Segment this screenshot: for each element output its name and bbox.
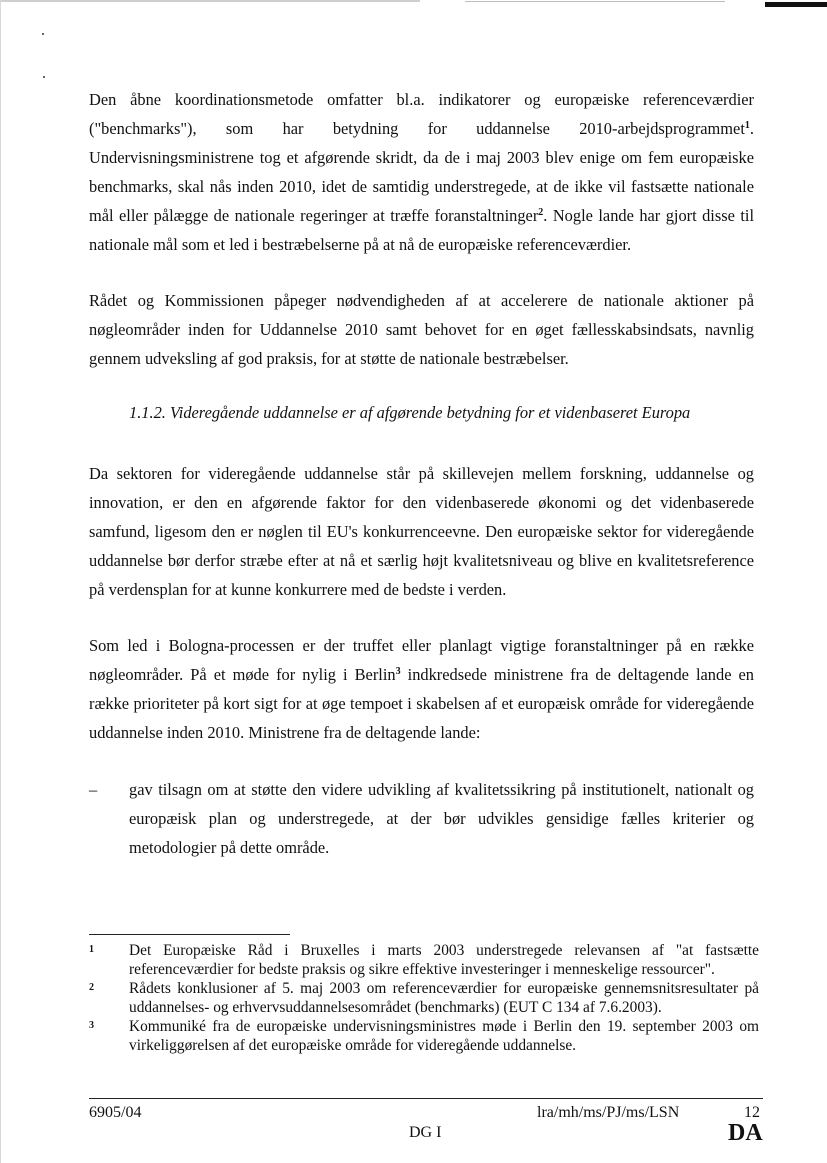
paragraph-bologna	[89, 631, 754, 747]
scan-artifact-left-edge	[0, 0, 1, 1163]
paragraph-benchmarks	[89, 85, 754, 259]
paragraph-text: Da sektoren for videregående uddannelse står på skillevejen mellem forskning, uddannelse og innovation, er den en afgørende faktor for den videnbaserede økonomi og det videnbaserede samfund, ligesom den er nøglen til EU's konkurrenceevne. Den europæiske sektor for videregående uddannelse bør derfor stræbe efter at nå et særlig højt kvalitetsniveau og blive en kvalitetsreference på verdensplan for at kunne konkurrere med de bedste i verden.	[89, 464, 754, 599]
footnote-2	[89, 979, 759, 1017]
scan-artifact-top-mid	[465, 1, 725, 2]
footnote-ref-3[interactable]: 3	[395, 666, 401, 677]
dash-marker: –	[89, 780, 98, 799]
footer-separator	[89, 1098, 763, 1099]
scan-dot	[42, 33, 44, 35]
footnote-ref-2[interactable]: 2	[538, 207, 544, 218]
department: DG I	[409, 1124, 442, 1141]
footnote-text: Kommuniké fra de europæiske undervisningsministres møde i Berlin den 19. september 2003 om virkeliggørelsen af det europæiske område for videregående uddannelse.	[129, 1018, 759, 1054]
paragraph-text: . Nogle lande har gjort disse til nationale mål som et led i bestræbelserne på at nå de europæiske referenceværdier.	[89, 206, 755, 254]
scan-artifact-top-right	[765, 2, 827, 7]
footnote-ref-1[interactable]: 1	[744, 120, 750, 131]
footnote-1	[89, 941, 759, 979]
scan-artifact-top-left	[0, 0, 420, 2]
footnote-text: Det Europæiske Råd i Bruxelles i marts 2003 understregede relevansen af "at fastsætte referenceværdier for bedste praksis og sikre effektive investeringer i menneskelige ressourcer".	[129, 942, 759, 978]
paragraph-text: Den åbne koordinationsmetode omfatter bl.a. indikatorer og europæiske referenceværdier ("benchmarks"), som har betydning for uddannelse 2010-arbejdsprogrammet	[89, 90, 754, 138]
section-heading: 1.1.2. Videregående uddannelse er af afgørende betydning for et videnbaseret Europa	[129, 403, 691, 422]
paragraph-council-commission	[89, 286, 754, 373]
footnote-3	[89, 1017, 759, 1055]
footnote-number: 3	[89, 1020, 94, 1031]
footnotes	[89, 941, 759, 1055]
footnote-number: 2	[89, 982, 94, 993]
list-item	[89, 775, 754, 862]
document-code: 6905/04	[89, 1104, 142, 1121]
paragraph-higher-education	[89, 459, 754, 604]
list-item-text: gav tilsagn om at støtte den videre udvikling af kvalitetssikring på institutionelt, nationalt og europæisk plan og understregede, at der bør udvikles gensidige fælles kriterier og metodologier på dette område.	[129, 780, 754, 857]
author-initials: lra/mh/ms/PJ/ms/LSN	[537, 1104, 680, 1121]
footnote-separator	[89, 934, 290, 935]
page-number: 12	[744, 1104, 760, 1121]
footnote-number: 1	[89, 944, 94, 955]
footnote-text: Rådets konklusioner af 5. maj 2003 om referenceværdier for europæiske gennemsnitsresultater på uddannelses- og erhvervsuddannelsesområdet (benchmarks) (EUT C 134 af 7.6.2003).	[129, 980, 759, 1016]
scan-dot	[43, 76, 45, 78]
paragraph-text: . Undervisningsministrene tog et afgørende skridt, da de i maj 2003 blev enige om fem europæiske benchmarks, skal nås inden 2010, idet de samtidig understregede, at de ikke vil fastsætte nationale mål eller pålægge de nationale regeringer at træffe foranstaltninger	[89, 119, 754, 225]
paragraph-text: Som led i Bologna-processen er der truffet eller planlagt vigtige foranstaltninger på en række nøgleområder. På et møde for nylig i Berlin	[89, 636, 754, 684]
language-code: DA	[728, 1120, 763, 1146]
paragraph-text: Rådet og Kommissionen påpeger nødvendigheden af at accelerere de nationale aktioner på nøgleområder inden for Uddannelse 2010 samt behovet for en øget fællesskabsindsats, navnlig gennem udveksling af god praksis, for at støtte de nationale bestræbelser.	[89, 291, 754, 368]
paragraph-text: indkredsede ministrene fra de deltagende lande en række prioriteter på kort sigt for at øge tempoet i skabelsen af et europæisk område for videregående uddannelse inden 2010. Ministrene fra de deltagende lande:	[89, 665, 754, 742]
